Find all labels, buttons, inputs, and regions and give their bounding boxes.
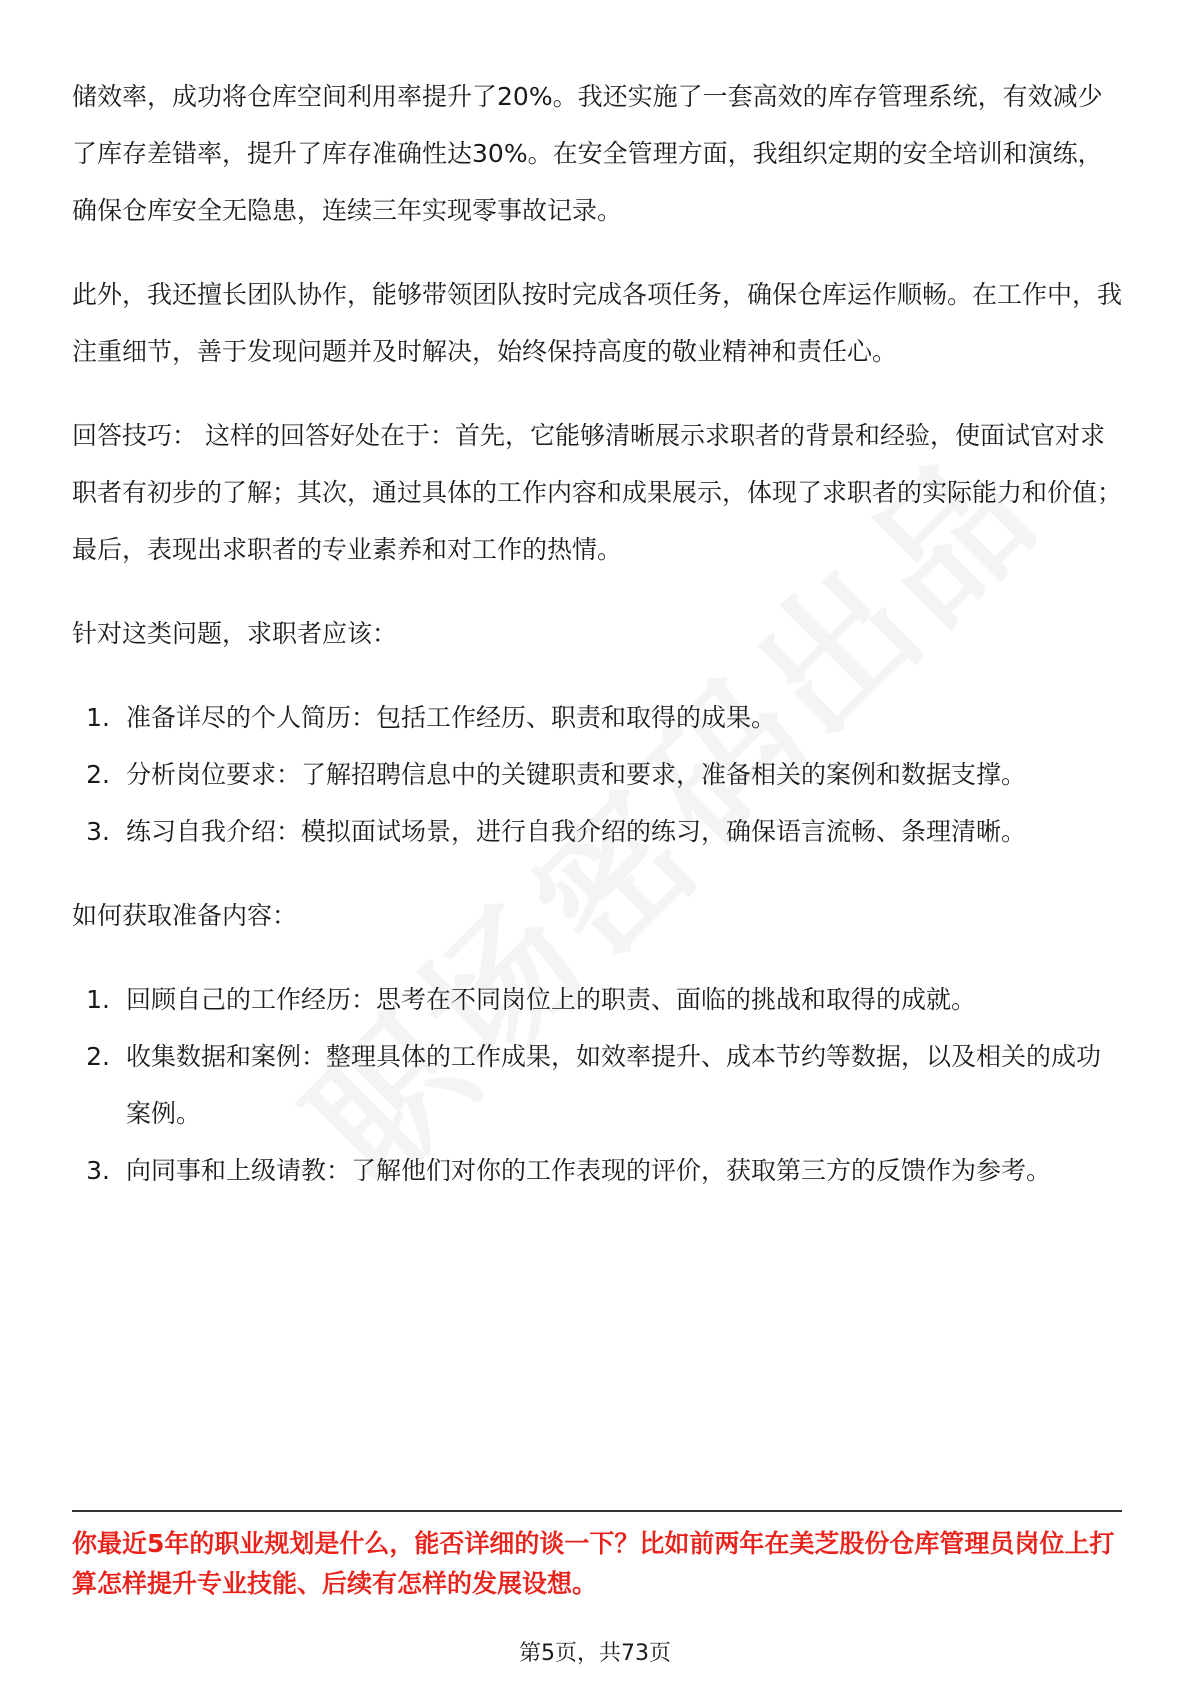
- list-number: 1.: [86, 703, 110, 732]
- paragraph-advice-heading: 针对这类问题，求职者应该：: [72, 619, 398, 648]
- prepare-list: [72, 971, 1122, 1199]
- section-divider: [72, 1510, 1122, 1512]
- list-text: 收集数据和案例：整理具体的工作成果，如效率提升、成本节约等数据，以及相关的成功案例。: [126, 1042, 1102, 1128]
- advice-list: [72, 689, 1122, 860]
- list-number: 2.: [86, 1042, 110, 1071]
- list-number: 2.: [86, 760, 110, 789]
- list-number: 1.: [86, 985, 110, 1014]
- list-text: 回顾自己的工作经历：思考在不同岗位上的职责、面临的挑战和取得的成就。: [126, 985, 977, 1014]
- list-number: 3.: [86, 817, 110, 846]
- paragraph-teamwork: 此外，我还擅长团队协作，能够带领团队按时完成各项任务，确保仓库运作顺畅。在工作中，我注重细节，善于发现问题并及时解决，始终保持高度的敬业精神和责任心。: [72, 280, 1123, 366]
- prepare-heading: 如何获取准备内容：: [72, 901, 298, 930]
- list-item: [72, 1142, 1122, 1199]
- list-item: [72, 689, 1122, 746]
- paragraph-achievements: 储效率，成功将仓库空间利用率提升了20%。我还实施了一套高效的库存管理系统，有效减少了库存差错率，提升了库存准确性达30%。在安全管理方面，我组织定期的安全培训和演练，确保仓库安全无隐患，连续三年实现零事故记录。: [72, 82, 1103, 225]
- document-body: [72, 68, 1122, 1226]
- list-item: [72, 746, 1122, 803]
- list-text: 向同事和上级请教：了解他们对你的工作表现的评价，获取第三方的反馈作为参考。: [126, 1156, 1052, 1185]
- list-text: 准备详尽的个人简历：包括工作经历、职责和取得的成果。: [126, 703, 777, 732]
- page-footer: 第5页，共73页: [519, 1641, 671, 1666]
- list-item: [72, 803, 1122, 860]
- next-question: 你最近5年的职业规划是什么，能否详细的谈一下？比如前两年在美芝股份仓库管理员岗位上打算怎样提升专业技能、后续有怎样的发展设想。: [72, 1529, 1115, 1598]
- list-item: [72, 971, 1122, 1028]
- paragraph-answer-tips: 回答技巧： 这样的回答好处在于：首先，它能够清晰展示求职者的背景和经验，使面试官对求职者有初步的了解；其次，通过具体的工作内容和成果展示，体现了求职者的实际能力和价值；最后，表现出求职者的专业素养和对工作的热情。: [72, 421, 1123, 564]
- list-number: 3.: [86, 1156, 110, 1185]
- list-text: 分析岗位要求：了解招聘信息中的关键职责和要求，准备相关的案例和数据支撑。: [126, 760, 1027, 789]
- list-item: [72, 1028, 1122, 1142]
- list-text: 练习自我介绍：模拟面试场景，进行自我介绍的练习，确保语言流畅、条理清晰。: [126, 817, 1027, 846]
